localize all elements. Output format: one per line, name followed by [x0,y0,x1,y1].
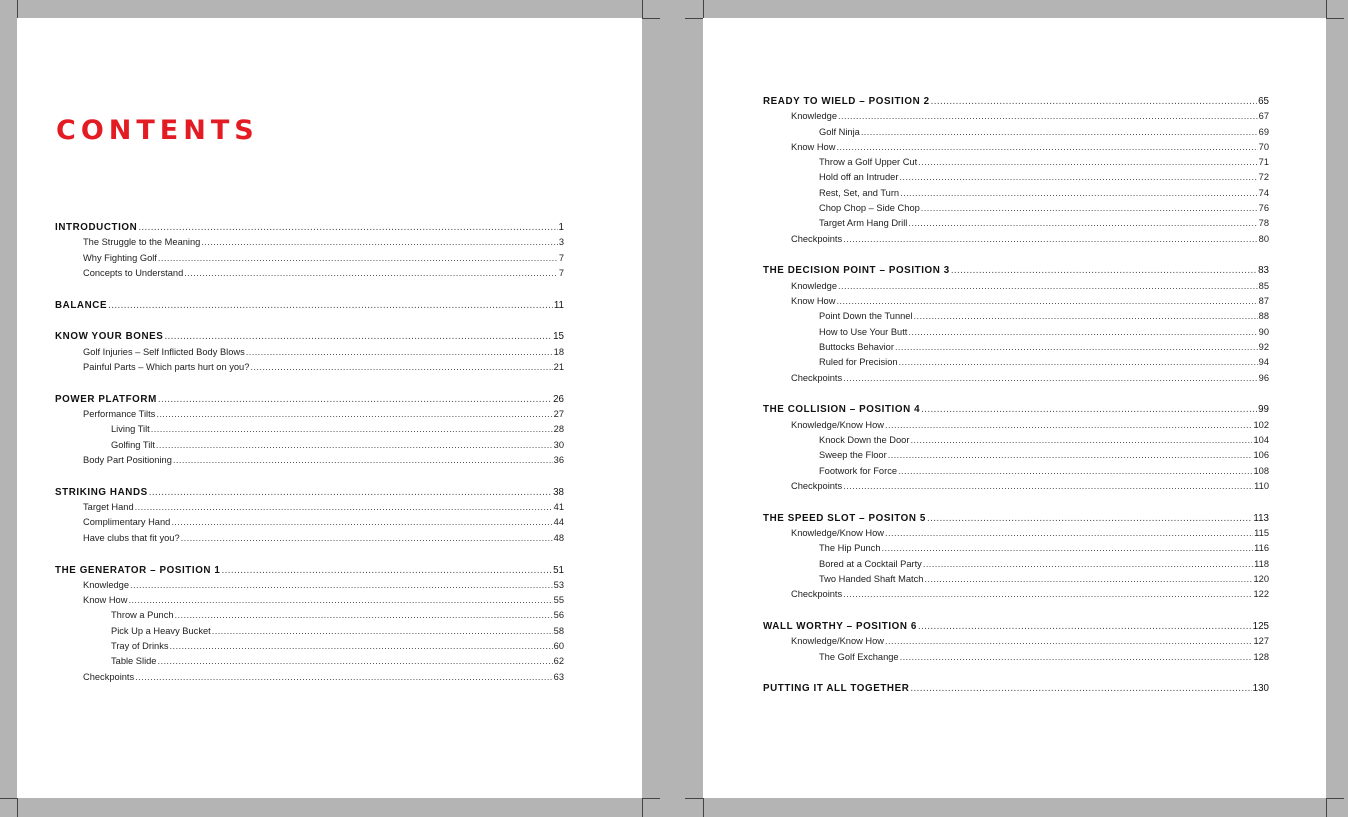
dot-leader [201,235,558,250]
toc-page-number: 125 [1252,620,1269,632]
toc-entry [763,216,1269,231]
toc-entry-label: Checkpoints [791,233,843,244]
dot-leader [164,329,552,344]
toc-entry [763,371,1269,386]
dot-leader [135,670,552,685]
crop-mark [1326,798,1344,799]
crop-mark [1326,798,1327,817]
toc-entry-label: Sweep the Floor [819,450,887,461]
dot-leader [898,464,1252,479]
toc-entry [763,279,1269,294]
dot-leader [184,266,558,281]
toc-entry-label: Body Part Positioning [83,455,172,466]
toc-page-number: 26 [553,393,564,405]
toc-page-number: 118 [1254,558,1269,569]
toc-entry [55,438,564,453]
toc-page-number: 76 [1258,203,1269,214]
toc-entry-label: Know How [83,595,128,606]
toc-page-number: 120 [1253,573,1269,584]
dot-leader [924,572,1252,587]
dot-leader [921,201,1258,216]
toc-entry [55,670,564,685]
dot-leader [151,422,553,437]
dot-leader [885,418,1252,433]
toc-chapter-entry [763,94,1269,109]
toc-page-number: 51 [553,564,564,576]
toc-page-number: 116 [1254,543,1269,554]
toc-entry-label: Pick Up a Heavy Bucket [111,625,211,636]
dot-leader [175,608,553,623]
toc-entry-label: THE COLLISION – POSITION 4 [763,404,921,416]
toc-entry-label: Buttocks Behavior [819,341,894,352]
dot-leader [157,654,552,669]
dot-leader [923,557,1253,572]
dot-leader [914,309,1258,324]
crop-mark [0,798,18,799]
toc-page-number: 27 [553,409,564,420]
dot-leader [246,345,553,360]
toc-entry [55,345,564,360]
toc-entry [763,201,1269,216]
toc-page-number: 127 [1253,636,1269,647]
toc-entry [763,650,1269,665]
toc-page-number: 15 [553,331,564,343]
toc-entry [55,654,564,669]
dot-leader [130,578,553,593]
toc-page-number: 106 [1253,450,1269,461]
toc-entry [55,515,564,530]
toc-page-number: 78 [1258,218,1269,229]
toc-entry [763,634,1269,649]
toc-entry-label: Golf Ninja [819,126,860,137]
toc-section-power-platform [55,392,564,468]
toc-chapter-entry [763,263,1269,278]
toc-page-number: 18 [553,346,564,357]
toc-entry-label: Why Fighting Golf [83,252,157,263]
dot-leader [895,340,1258,355]
dot-leader [108,298,553,313]
toc-page-number: 58 [553,625,564,636]
toc-entry [763,309,1269,324]
dot-leader [843,479,1253,494]
dot-leader [836,294,1257,309]
toc-chapter-entry [55,329,564,344]
toc-page-number: 113 [1253,512,1269,524]
dot-leader [931,94,1257,109]
dot-leader [910,681,1251,696]
toc-entry-label: Ruled for Precision [819,357,898,368]
toc-page-number: 44 [553,517,564,528]
dot-leader [221,563,552,578]
toc-entry [55,422,564,437]
toc-page-number: 74 [1258,187,1269,198]
dot-leader [181,531,553,546]
toc-page-number: 108 [1253,465,1269,476]
dot-leader [171,515,552,530]
toc-page-number: 55 [553,595,564,606]
toc-page-number: 56 [553,610,564,621]
toc-entry-label: Knowledge [791,280,838,291]
toc-section-the-collision-position-4 [763,402,1269,494]
toc-left [55,220,564,701]
toc-entry [763,479,1269,494]
dot-leader [927,511,1252,526]
toc-entry [55,639,564,654]
toc-right [763,94,1269,713]
toc-section-ready-to-wield-position-2 [763,94,1269,247]
toc-page-number: 80 [1258,233,1269,244]
toc-entry-label: STRIKING HANDS [55,486,148,498]
dot-leader [170,639,553,654]
dot-leader [173,453,553,468]
toc-entry-label: INTRODUCTION [55,222,138,233]
toc-page-number: 63 [553,671,564,682]
dot-leader [882,541,1254,556]
toc-page-number: 90 [1258,326,1269,337]
crop-mark [703,0,704,18]
toc-entry-label: Knock Down the Door [819,434,910,445]
dot-leader [843,232,1257,247]
toc-page-number: 41 [553,502,564,513]
toc-page-number: 36 [553,455,564,466]
toc-entry [763,140,1269,155]
toc-section-balance [55,298,564,313]
contents-title: CONTENTS [56,115,259,146]
toc-page-number: 1 [558,222,564,233]
toc-entry [55,593,564,608]
toc-page-number: 102 [1253,419,1269,430]
dot-leader [135,500,553,515]
toc-entry-label: Knowledge [791,111,838,122]
dot-leader [149,485,552,500]
dot-leader [212,624,553,639]
toc-entry [763,125,1269,140]
toc-entry-label: Chop Chop – Side Chop [819,203,920,214]
toc-entry-label: Hold off an Intruder [819,172,899,183]
dot-leader [885,634,1252,649]
toc-page-number: 38 [553,486,564,498]
toc-entry [55,235,564,250]
toc-entry-label: Point Down the Tunnel [819,311,913,322]
toc-entry [55,500,564,515]
toc-entry-label: WALL WORTHY – POSITION 6 [763,620,917,632]
toc-entry-label: KNOW YOUR BONES [55,331,164,343]
dot-leader [951,263,1257,278]
toc-page-number: 21 [553,362,564,373]
toc-entry [55,531,564,546]
toc-page-number: 60 [553,641,564,652]
toc-entry-label: THE GENERATOR – POSITION 1 [55,564,221,576]
toc-entry-label: Knowledge [83,579,130,590]
toc-entry [763,526,1269,541]
toc-page-number: 122 [1253,589,1269,600]
dot-leader [899,170,1257,185]
toc-page-number: 69 [1258,126,1269,137]
toc-section-striking-hands [55,485,564,546]
toc-page-number: 104 [1253,434,1269,445]
dot-leader [908,216,1257,231]
toc-page-number: 53 [553,579,564,590]
left-page [17,18,642,798]
crop-mark [17,0,18,18]
toc-entry [763,294,1269,309]
toc-entry [763,464,1269,479]
toc-section-know-your-bones [55,329,564,375]
toc-chapter-entry [55,485,564,500]
dot-leader [156,407,552,422]
toc-entry-label: Checkpoints [791,372,843,383]
dot-leader [250,360,552,375]
toc-page-number: 88 [1258,311,1269,322]
dot-leader [138,220,557,235]
crop-mark [642,798,660,799]
toc-entry-label: Concepts to Understand [83,267,184,278]
toc-page-number: 94 [1258,357,1269,368]
toc-entry [763,355,1269,370]
toc-entry [763,433,1269,448]
dot-leader [918,155,1257,170]
toc-page-number: 7 [558,252,564,263]
toc-entry-label: The Golf Exchange [819,651,899,662]
toc-page-number: 3 [558,237,564,248]
toc-entry [55,624,564,639]
toc-entry-label: Have clubs that fit you? [83,532,180,543]
toc-entry-label: Checkpoints [791,480,843,491]
toc-page-number: 62 [553,656,564,667]
crop-mark [642,798,643,817]
toc-entry-label: Throw a Golf Upper Cut [819,157,918,168]
toc-entry [763,557,1269,572]
toc-entry-label: Golfing Tilt [111,439,155,450]
toc-entry-label: The Hip Punch [819,543,881,554]
toc-entry [763,572,1269,587]
toc-entry-label: Target Hand [83,502,134,513]
right-page [703,18,1326,798]
toc-entry-label: THE DECISION POINT – POSITION 3 [763,265,950,277]
toc-page-number: 85 [1258,280,1269,291]
toc-page-number: 7 [558,267,564,278]
toc-section-wall-worthy-position-6 [763,619,1269,665]
toc-page-number: 110 [1254,480,1269,491]
toc-entry-label: Rest, Set, and Turn [819,187,900,198]
toc-entry [763,418,1269,433]
toc-entry [55,251,564,266]
toc-page-number: 87 [1258,296,1269,307]
dot-leader [836,140,1257,155]
dot-leader [900,650,1253,665]
toc-page-number: 99 [1258,404,1269,416]
toc-entry-label: Table Slide [111,656,157,667]
toc-entry [763,155,1269,170]
toc-entry [763,587,1269,602]
toc-entry-label: Performance Tilts [83,409,156,420]
toc-entry [55,266,564,281]
toc-section-the-decision-point-position-3 [763,263,1269,385]
toc-entry-label: Knowledge/Know How [791,527,885,538]
toc-entry-label: Throw a Punch [111,610,174,621]
dot-leader [899,355,1258,370]
toc-entry-label: THE SPEED SLOT – POSITON 5 [763,512,926,524]
toc-page-number: 83 [1258,265,1269,277]
toc-chapter-entry [55,298,564,313]
toc-entry-label: How to Use Your Butt [819,326,908,337]
toc-page-number: 72 [1258,172,1269,183]
toc-page-number: 11 [553,299,564,311]
toc-entry [55,360,564,375]
toc-chapter-entry [763,681,1269,696]
toc-entry-label: Two Handed Shaft Match [819,573,924,584]
dot-leader [918,619,1252,634]
toc-entry-label: Knowledge/Know How [791,419,885,430]
dot-leader [158,392,552,407]
toc-page-number: 65 [1258,96,1269,107]
toc-entry-label: Checkpoints [83,671,135,682]
toc-page-number: 48 [553,532,564,543]
dot-leader [888,448,1253,463]
dot-leader [843,371,1257,386]
crop-mark [1326,18,1344,19]
toc-entry-label: Know How [791,296,836,307]
toc-entry [763,541,1269,556]
toc-chapter-entry [763,511,1269,526]
dot-leader [128,593,552,608]
toc-page-number: 28 [553,424,564,435]
toc-page-number: 128 [1253,651,1269,662]
crop-mark [685,18,703,19]
toc-entry [763,186,1269,201]
toc-entry [763,232,1269,247]
crop-mark [685,798,703,799]
toc-entry-label: Tray of Drinks [111,641,169,652]
toc-entry-label: Living Tilt [111,424,150,435]
toc-entry [55,407,564,422]
toc-entry [763,340,1269,355]
toc-page-number: 96 [1258,372,1269,383]
crop-mark [703,798,704,817]
dot-leader [158,251,558,266]
toc-entry-label: Footwork for Force [819,465,898,476]
toc-entry-label: Bored at a Cocktail Party [819,558,922,569]
toc-chapter-entry [763,619,1269,634]
toc-entry-label: Complimentary Hand [83,517,171,528]
crop-mark [642,0,643,18]
dot-leader [156,438,553,453]
toc-entry-label: BALANCE [55,299,108,311]
toc-entry-label: READY TO WIELD – POSITION 2 [763,96,930,107]
dot-leader [921,402,1257,417]
toc-entry [55,578,564,593]
toc-entry-label: Golf Injuries – Self Inflicted Body Blows [83,346,245,357]
toc-chapter-entry [763,402,1269,417]
toc-page-number: 130 [1252,683,1269,695]
dot-leader [908,325,1257,340]
dot-leader [861,125,1258,140]
toc-page-number: 67 [1258,111,1269,122]
toc-entry [763,109,1269,124]
toc-entry-label: Target Arm Hang Drill [819,218,908,229]
crop-mark [1326,0,1327,18]
toc-section-the-generator-position-1 [55,563,564,685]
toc-chapter-entry [55,392,564,407]
toc-entry [55,608,564,623]
dot-leader [885,526,1253,541]
toc-page-number: 115 [1254,527,1269,538]
toc-section-the-speed-slot-positon-5 [763,511,1269,603]
toc-entry-label: Know How [791,141,836,152]
toc-entry [55,453,564,468]
crop-mark [642,18,660,19]
toc-entry-label: Knowledge/Know How [791,636,885,647]
crop-mark [17,798,18,817]
toc-entry [763,170,1269,185]
toc-entry-label: PUTTING IT ALL TOGETHER [763,683,910,695]
dot-leader [900,186,1258,201]
toc-page-number: 92 [1258,341,1269,352]
toc-page-number: 30 [553,439,564,450]
toc-entry-label: POWER PLATFORM [55,393,157,405]
toc-chapter-entry [55,220,564,235]
dot-leader [838,109,1258,124]
toc-page-number: 70 [1258,141,1269,152]
toc-entry [763,325,1269,340]
dot-leader [910,433,1252,448]
toc-entry-label: Checkpoints [791,589,843,600]
toc-entry-label: The Struggle to the Meaning [83,237,201,248]
dot-leader [843,587,1252,602]
toc-chapter-entry [55,563,564,578]
toc-section-introduction [55,220,564,281]
toc-entry [763,448,1269,463]
toc-entry-label: Painful Parts – Which parts hurt on you? [83,362,250,373]
toc-page-number: 71 [1258,157,1269,168]
toc-section-putting-it-all-together [763,681,1269,696]
dot-leader [838,279,1258,294]
